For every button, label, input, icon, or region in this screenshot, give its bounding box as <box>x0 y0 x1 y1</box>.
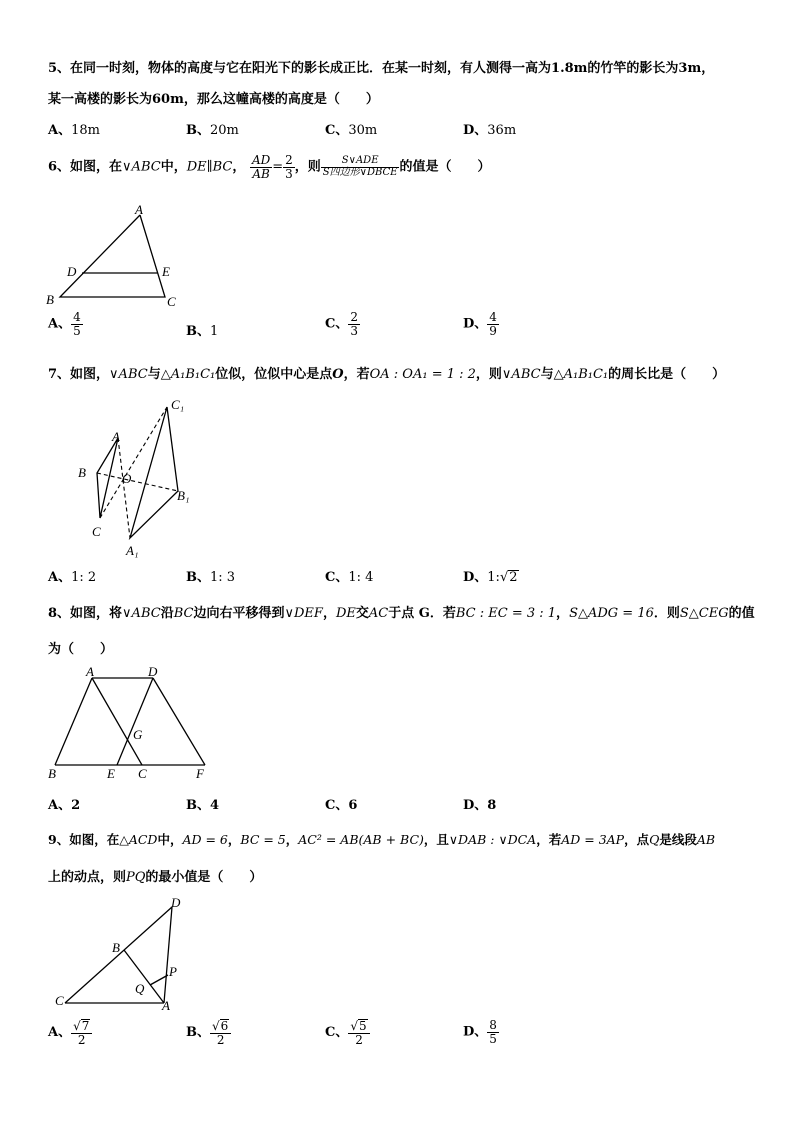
q8-option-a: A、2 <box>48 798 81 813</box>
q9-stem: 9、如图，在△ACD中，AD = 6，BC = 5，AC² = AB(AB + BC)，且∨DAB : ∨DCA，若AD = 3AP，点Q是线段AB <box>48 832 716 847</box>
q7-label-a: A <box>112 429 120 444</box>
q6-stem: 6、如图，在∨ABC中，DE∥BC， $\frac{AD}{AB}$ = $\frac{2}{3}$ ，则 $\frac{\text{S∨ADE}}{\text{S四边形∨DBCE}}$ 的值是（ ） <box>48 153 491 181</box>
q7-label-a1: A₁ <box>126 543 139 558</box>
q5-line2: 某一高楼的影长为60m，那么这幢高楼的高度是（ ） <box>48 92 379 107</box>
q5-option-a: A、18m <box>48 123 100 138</box>
q9-label-b: B <box>112 940 120 955</box>
q7-label-b1: B₁ <box>177 488 190 503</box>
q7-label-c: C <box>92 524 101 539</box>
q8-option-b: B、4 <box>186 798 220 813</box>
q8-label-g: G <box>133 727 143 742</box>
q9-line2: 上的动点，则PQ的最小值是（ ） <box>48 870 263 885</box>
q7-option-a: A、1: 2 <box>48 570 97 585</box>
q9-label-p: P <box>169 964 177 979</box>
q9-label-q: Q <box>135 981 145 996</box>
q7-label-o: O <box>122 471 132 486</box>
q6-figure <box>40 200 200 310</box>
q7-option-b: B、1: 3 <box>186 570 236 585</box>
q9-label-d: D <box>171 895 181 910</box>
q8-label-a: A <box>86 664 94 679</box>
q9-option-a: A、 $\frac{√7}{2}$ <box>48 1019 92 1046</box>
q9-option-b: B、 $\frac{√6}{2}$ <box>186 1019 231 1046</box>
q5-option-c: C、30m <box>325 123 378 138</box>
q8-line2: 为（ ） <box>48 642 114 657</box>
q8-label-c: C <box>138 766 147 781</box>
q8-label-e: E <box>107 766 115 781</box>
q9-option-c: C、 $\frac{√5}{2}$ <box>325 1019 370 1046</box>
q5-option-d: D、36m <box>463 123 517 138</box>
q6-option-d: D、 $\frac{4}{9}$ <box>463 310 497 338</box>
q6-option-c: C、 $\frac{2}{3}$ <box>325 310 358 338</box>
q8-label-d: D <box>148 664 158 679</box>
q5-line1: 5、在同一时刻，物体的高度与它在阳光下的影长成正比．在某一时刻，有人测得一高为1.8m的竹竿的影长为3m， <box>48 61 715 76</box>
q6-value-fraction: $\frac{2}{3}$ <box>285 153 293 181</box>
q8-figure <box>40 664 220 782</box>
q7-stem: 7、如图，∨ABC与△A₁B₁C₁位似，位似中心是点O，若OA : OA₁ = 1 : 2，则∨ABC与△A₁B₁C₁的周长比是（ ） <box>48 367 726 382</box>
q6-label-c: C <box>167 294 176 309</box>
q9-option-d: D、 $\frac{8}{5}$ <box>463 1018 497 1046</box>
q7-label-c1: C₁ <box>171 397 185 412</box>
q5-option-b: B、20m <box>186 123 239 138</box>
q6-label-a: A <box>135 202 143 217</box>
q6-option-a: A、 $\frac{4}{5}$ <box>48 310 81 338</box>
q9-label-a: A <box>162 998 170 1013</box>
q9-label-c: C <box>55 993 64 1008</box>
q7-figure <box>70 393 210 563</box>
q6-label-d: D <box>67 264 77 279</box>
q8-option-c: C、6 <box>325 798 358 813</box>
q7-option-c: C、1: 4 <box>325 570 374 585</box>
q8-option-d: D、8 <box>463 798 497 813</box>
q6-option-b: B、1 <box>186 324 219 339</box>
q8-label-b: B <box>48 766 56 781</box>
q6-label-b: B <box>46 292 54 307</box>
q7-option-d: D、1:√2 <box>463 570 518 585</box>
q9-figure <box>50 893 200 1013</box>
q7-label-b: B <box>78 465 86 480</box>
q6-label-e: E <box>162 264 170 279</box>
q6-ratio-fraction: $\frac{AD}{AB}$ <box>251 153 271 181</box>
q8-stem: 8、如图，将∨ABC沿BC边向右平移得到∨DEF，DE交AC于点 G．若BC : EC = 3 : 1，S△ADG = 16．则S△CEG的值 <box>48 606 755 621</box>
q8-label-f: F <box>196 766 204 781</box>
q6-area-fraction: $\frac{\text{S∨ADE}}{\text{S四边形∨DBCE}}$ <box>322 155 398 178</box>
